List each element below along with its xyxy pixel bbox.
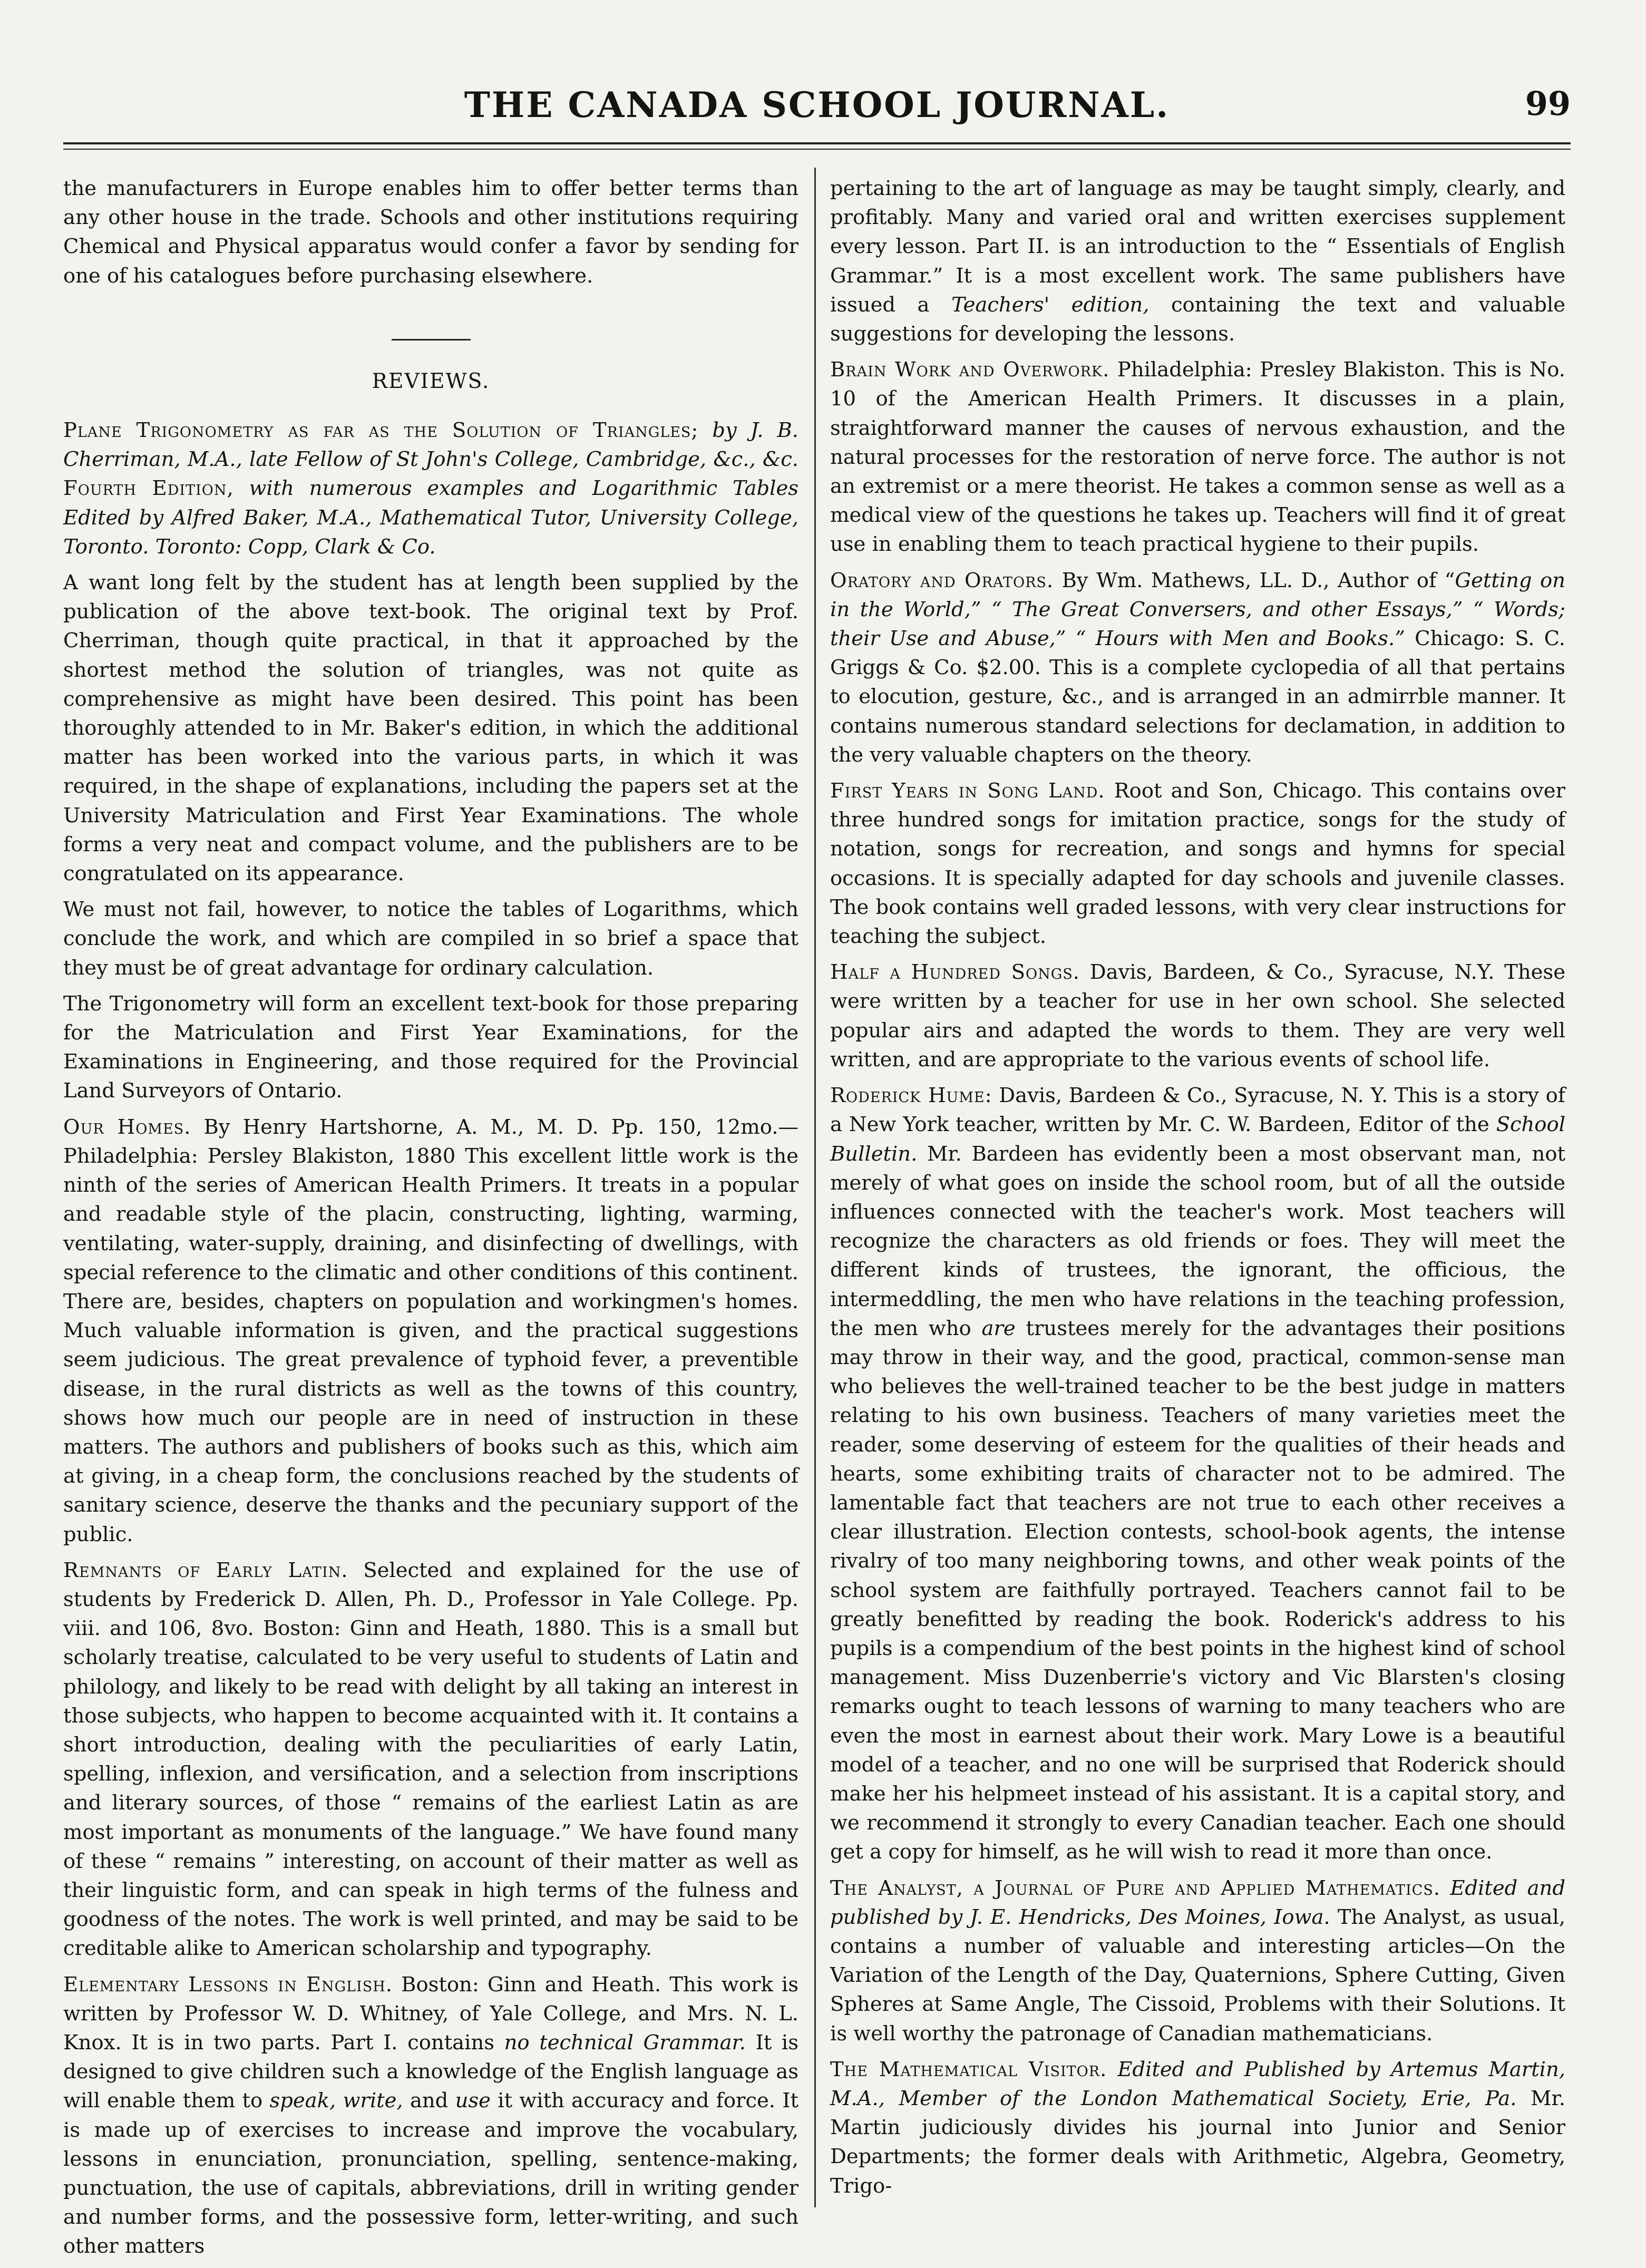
review-body: Philadelphia: Presley Blakiston. This is No. 10 of the American Health Primers. It discusses in a plain, straightforward manner the causes of nervous exhaustion, and the natural processes for the restoration of nerve force. The author is not an extremist or a mere theorist. He takes a common sense as well as a medical view of the questions he takes up. Teachers will find it of great use in enabling them to teach practical hygiene to their pupils. [830,358,1565,557]
reviews-heading: REVIEWS. [372,369,490,393]
review-heading: Plane Trigonometry as far as the Solution of Triangles; [63,418,699,443]
review-italic: Teachers' edition, [951,293,1150,317]
review-body: Mr. Martin judiciously divides his journal into Junior and Senior Departments; the former deals with Arithmetic, Algebra, Geometry, Trigo- [830,2087,1565,2198]
review-byline: by J. B. Cherriman, M.A., late Fellow of St John's College, Cambridge, &c., &c. [63,418,798,472]
review-italic: Getting on in the World,” “ The Great Conversers, and other Essays,” “ Words; their Use and Abuse,” “ Hours with Men and Books.” [830,568,1565,651]
review-italic: no technical Grammar. [504,2030,746,2055]
journal-title: THE CANADA SCHOOL JOURNAL. [464,84,1170,125]
review-body: The Analyst, as usual, contains a number of valuable and interesting articles—On the Variation of the Length of the Day, Quaternions, Sphere Cutting, Given Spheres at Same Angle, The Cissoid, Problems with their Solutions. It is well worthy the patronage of Canadian mathematicians. [830,1905,1565,2046]
review-heading: Elementary Lessons in English. [63,1972,393,1997]
review-trigonometry-p1: A want long felt by the student has at length been supplied by the publication of the above text-book. The original text by Prof. Cherriman, though quite practical, in that it approached by the shortest method the solution of triangles, was not quite as comprehensive as might have been desired. This point has been thoroughly attended to in Mr. Baker's edition, in which the additional matter has been worked into the various parts, in which it was required, in the shape of explanations, including the papers set at the University Matriculation and First Year Examinations. The whole forms a very neat and compact volume, and the publishers are to be congratulated on its appearance. [63,571,798,886]
review-body: It is designed to give children such a knowledge of the English language as will enable them to [63,2030,798,2113]
review-heading: Roderick Hume: [830,1084,992,1108]
page-number: 99 [1525,84,1571,123]
review-body: containing the text and valuable suggestions for developing the lessons. [830,293,1565,346]
review-body: Chicago: S. C. Griggs & Co. $2.00. This is a complete cyclopedia of all that pertains to elocution, gesture, &c., and is arranged in an admirrble manner. It contains numerous standard selections for declamation, in addition to the very valuable chapters on the theory. [830,627,1566,767]
review-our-homes [63,1113,798,1549]
review-heading: Half a Hundred Songs. [830,960,1080,985]
column-divider [814,168,816,2207]
intro-paragraph: the manufacturers in Europe enables him to offer better terms than any other house in the trade. Schools and other institutions requiring Chemical and Physical apparatus would confer a favor by sending for one of his catalogues before purchasing elsewhere. [63,177,798,288]
review-italic: Edited and Published by Artemus Martin, M.A., Member of the London Mathematical Society, Erie, Pa. [830,2057,1565,2110]
review-edition: Fourth Edition, [63,476,234,501]
review-analyst [830,1874,1565,2048]
review-body: Mr. Bardeen has evidently been a most observant man, not merely of what goes on inside the school room, but of all the outside influences connected with the teacher's work. Most teachers will recognize the characters as old friends or foes. They will meet the different kinds of trustees, the ignorant, the officious, the intermeddling, the men who have relations in the teaching profession, the men who [830,1142,1565,1340]
header-rule [63,142,1571,150]
review-body: Selected and explained for the use of students by Frederick D. Allen, Ph. D., Professor in Yale College. Pp. viii. and 106, 8vo. Boston: Ginn and Heath, 1880. This is a small but scholarly treatise, calculated to be very useful to students of Latin and philology, and likely to be read with delight by all taking an interest in those subjects, who happen to become acquainted with it. It contains a short introduction, dealing with the peculiarities of early Latin, spelling, inflexion, and versification, and a selection from inscriptions and literary sources, of those “ remains of the earliest Latin as are most important as monuments of the language.” We have found many of these “ remains ” interesting, on account of their matter as well as their linguistic form, and can speak in high terms of the fulness and goodness of the notes. The work is well printed, and may be said to be creditable alike to American scholarship and typography. [63,1558,799,1961]
review-italic: are [981,1316,1016,1340]
review-italic: speak, write, [269,2089,403,2113]
review-heading: Brain Work and Overwork. [830,358,1110,382]
review-heading: First Years in Song Land. [830,779,1105,803]
review-body: and [410,2089,449,2113]
review-early-latin [63,1556,798,1963]
review-body: Davis, Bardeen & Co., Syracuse, N. Y. This is a story of a New York teacher, written by Mr. C. W. Bardeen, Editor of the [830,1084,1566,1137]
review-heading: Our Homes. [63,1115,191,1139]
review-body: it with accuracy and force. It is made up of exercises to increase and improve the vocabulary, lessons in enunciation, pronunciation, spelling, sentence-making, punctuation, the use of capitals, abbreviations, drill in writing gender and number forms, and the possessive form, letter-writing, and such other matters [63,2089,798,2259]
review-italic: Edited and published by J. E. Hendricks, Des Moines, Iowa. [830,1876,1565,1929]
review-body: By Henry Hartshorne, A. M., M. D. Pp. 150, 12mo.—Philadelphia: Persley Blakiston, 1880 This excellent little work is the ninth of the series of American Health Primers. It treats in a popular and readable style of the placin, constructing, lighting, warming, ventilating, water-supply, draining, and disinfecting of dwellings, with special reference to the climatic and other conditions of this continent. There are, besides, chapters on population and workingmen's homes. Much valuable information is given, and the practical suggestions seem judicious. The great prevalence of typhoid fever, a preventible disease, in the rural districts as well as the towns of this country, shows how much our people are in need of instruction in these matters. The authors and publishers of books such as this, which aim at giving, in a cheap form, the conclusions reached by the students of sanitary science, deserve the thanks and the pecuniary support of the public. [63,1115,799,1546]
review-heading: Oratory and Orators. [830,568,1054,592]
review-song-land [830,776,1565,951]
review-continued [830,174,1565,348]
review-heading: The Mathematical Visitor. [830,2057,1107,2081]
review-heading: Remnants of Early Latin. [63,1558,348,1582]
review-trigonometry-p3: The Trigonometry will form an excellent text-book for those preparing for the Matriculation and First Year Examinations, for the Examinations in Engineering, and those required for the Provincial Land Surveyors of Ontario. [63,991,798,1103]
review-body: Root and Son, Chicago. This contains over three hundred songs for imitation practice, songs for the study of notation, songs for recreation, and songs and hymns for special occasions. It is specially adapted for day schools and juvenile classes. The book contains well graded lessons, with very clear instructions for teaching the subject. [830,779,1565,949]
review-body: Boston: Ginn and Heath. This work is written by Professor W. D. Whitney, of Yale College, and Mrs. N. L. Knox. It is in two parts. Part I. contains [63,1972,798,2055]
review-mathematical-visitor [830,2055,1565,2201]
running-header [63,84,1571,126]
review-italic: use [455,2089,491,2113]
review-roderick-hume [830,1081,1565,1866]
review-elementary-english [63,1970,798,2261]
left-column [63,174,798,2268]
review-italic: School Bulletin. [830,1113,1565,1166]
review-body: By Wm. Mathews, LL. D., Author of “ [1061,568,1455,592]
review-body: Davis, Bardeen, & Co., Syracuse, N.Y. These were written by a teacher for use in her own school. She selected popular airs and adapted the words to them. They are very well written, and are appropriate to the various events of school life. [830,960,1565,1072]
review-heading: The Analyst, a Journal of Pure and Applied Mathematics. [830,1876,1441,1900]
review-oratory [830,566,1565,770]
review-body: trustees merely for the advantages their positions may throw in their way, and the good, practical, common-sense man who believes the well-trained teacher to be the best judge in matters relating to his own business. Teachers of many varieties meet the reader, some deserving of esteem for the qualities of their heads and hearts, some exhibiting traits of character not to be admired. The lamentable fact that teachers are not true to each other receives a clear illustration. Election contests, school-book agents, the intense rivalry of too many neighboring towns, and other weak points of the school system are faithfully portrayed. Teachers cannot fail to be greatly benefitted by reading the book. Roderick's address to his pupils is a compendium of the best points in the highest kind of school management. Miss Duzenberrie's victory and Vic Blarsten's closing remarks ought to teach lessons of warning to many teachers who are even the most in earnest about their work. Mary Lowe is a beautiful model of a teacher, and no one will be surprised that Roderick should make her his helpmeet instead of his assistant. It is a capital story, and we recommend it strongly to every Canadian teacher. Each one should get a copy for himself, as he will wish to read it more than once. [830,1316,1565,1864]
section-rule [392,339,471,340]
review-hundred-songs [830,958,1565,1074]
review-body: pertaining to the art of language as may be taught simply, clearly, and profitably. Many and varied oral and written exercises supplement every lesson. Part II. is an introduction to the “ Essentials of English Grammar.” It is a most excellent work. The same publishers have issued a [830,177,1565,317]
review-trigonometry-citation [63,416,798,561]
review-trigonometry-p2: We must not fail, however, to notice the tables of Logarithms, which conclude the work, and which are compiled in so brief a space that they must be of great advantage for ordinary calculation. [63,898,798,980]
review-brain-work [830,355,1565,559]
review-edition-details: with numerous examples and Logarithmic Tables Edited by Alfred Baker, M.A., Mathematical Tutor, University College, Toronto. Toronto: Copp, Clark & Co. [63,476,798,559]
right-column [830,174,1565,2207]
